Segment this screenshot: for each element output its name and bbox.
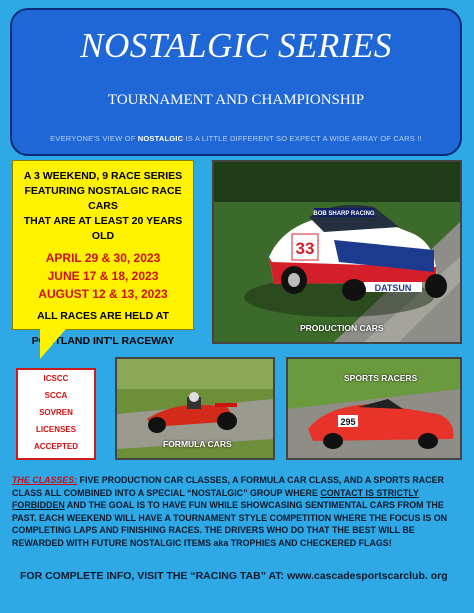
sports-racers-label: SPORTS RACERS	[344, 373, 418, 383]
series-info-callout	[12, 160, 194, 347]
tagline-pre: EVERYONE'S VIEW OF	[50, 134, 138, 143]
sports-racer-photo	[286, 357, 462, 460]
sanction-item: LICENSES	[35, 425, 76, 434]
race-date: JUNE 17 & 18, 2023	[47, 269, 159, 283]
formula-cars-label: FORMULA CARS	[163, 439, 232, 449]
contact-forbidden-text: CONTACT IS STRICTLY FORBIDDEN	[12, 487, 419, 511]
production-car-illustration	[214, 162, 460, 342]
sanction-item: ICSCC	[43, 374, 69, 383]
classes-description	[12, 474, 464, 550]
car-banner-text: BOB SHARP RACING	[313, 211, 375, 217]
sanction-item: ACCEPTED	[33, 442, 78, 451]
footer-info: FOR COMPLETE INFO, VISIT THE “RACING TAB” AT: www.cascadesportscarclub. org	[20, 570, 448, 582]
page-subtitle: TOURNAMENT AND CHAMPIONSHIP	[107, 92, 365, 108]
info-line: A 3 WEEKEND, 9 RACE SERIES	[23, 170, 183, 182]
page-title: NOSTALGIC SERIES	[80, 26, 392, 65]
classes-text-1: FIVE PRODUCTION CAR CLASSES, A FORMULA CAR CLASS, AND A SPORTS RACER CLASS ALL COMBINED INTO A SPECIAL “NOSTALGIC” GROUP WHERE	[12, 475, 444, 498]
race-date: APRIL 29 & 30, 2023	[45, 251, 161, 265]
callout-tail	[40, 329, 66, 359]
tagline	[18, 134, 454, 143]
classes-text-2: AND THE GOAL IS TO HAVE FUN WHILE SHOWCASING SENTIMENTAL CARS FROM THE PAST. EACH WEEKEND WILL HAVE A TOURNAMENT STYLE COMPETITION WHERE THE FOCUS IS ON COMPLETING LAPS AND FINISHING RACES. THE DRIVERS WHO DO THAT THE BEST WILL BE REWARDED WITH FUTURE NOSTALGIC ITEMS aka TROPHIES AND CHECKERED FLAGS!	[12, 500, 448, 548]
race-date: AUGUST 12 & 13, 2023	[38, 287, 168, 301]
info-line: THAT ARE AT LEAST 20 YEARS OLD	[23, 215, 183, 242]
venue-line: ALL RACES ARE HELD AT	[37, 310, 169, 322]
tagline-post: IS A LITTLE DIFFERENT SO EXPECT A WIDE ARRAY OF CARS !!	[183, 134, 422, 143]
classes-heading: THE CLASSES:	[12, 475, 78, 485]
sanction-item: SCCA	[44, 391, 68, 400]
formula-car-photo	[115, 357, 275, 460]
sanction-item: SOVREN	[39, 408, 73, 417]
venue-name: PORTLAND INT'L RACEWAY	[31, 335, 175, 347]
car-plate: DATSUN	[374, 283, 412, 293]
car-number: 33	[295, 239, 315, 258]
header-banner	[10, 8, 462, 156]
info-line: FEATURING NOSTALGIC RACE CARS	[24, 185, 182, 212]
sanction-box	[16, 368, 96, 460]
tagline-bold: NOSTALGIC	[137, 134, 184, 143]
sports-car-number: 295	[340, 417, 356, 427]
production-car-photo	[212, 160, 462, 344]
production-cars-label: PRODUCTION CARS	[300, 323, 384, 333]
